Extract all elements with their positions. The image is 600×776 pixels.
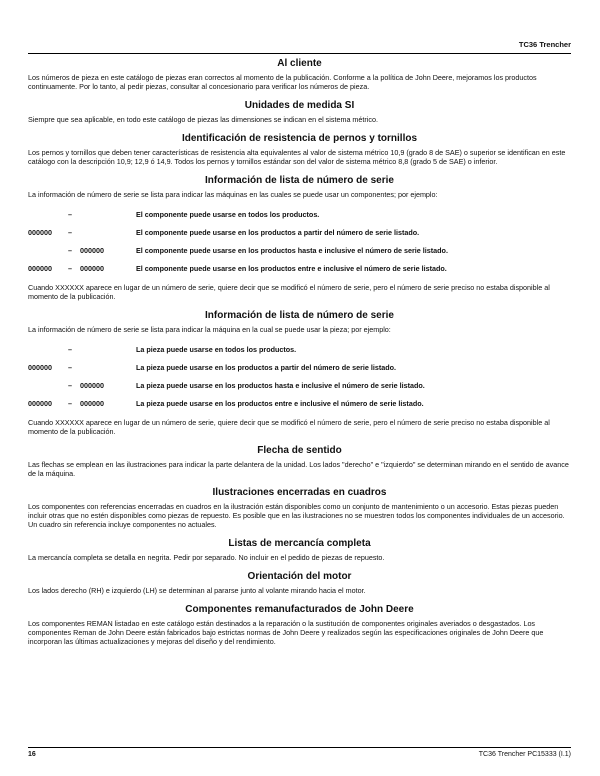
section-body: Los números de pieza en este catálogo de piezas eran correctos al momento de la publicación. Conforme a la política de John Deere, mejoramos los productos continuamente. Por lo tanto, al pedir piezas, consultar al concesionario para verificar los números de pieza.	[28, 73, 537, 91]
serial-to: 000000	[80, 245, 104, 255]
serial-to	[80, 358, 136, 376]
serial-number-table	[28, 205, 448, 277]
serial-to: 000000	[80, 398, 104, 408]
serial-dash: –	[68, 380, 72, 390]
section-note: Cuando XXXXXX aparece en lugar de un número de serie, quiere decir que se modificó el número de serie, pero el número de serie preciso no estaba disponible al momento de la publicación.	[28, 283, 550, 301]
page-content	[28, 58, 571, 655]
serial-to	[80, 340, 136, 358]
section-title: Unidades de medida SI	[244, 100, 355, 111]
table-row	[28, 205, 448, 223]
section-title: Información de lista de número de serie	[205, 175, 394, 186]
serial-from: 000000	[28, 263, 52, 273]
page-header	[28, 40, 571, 54]
serial-to	[80, 205, 136, 223]
serial-to: 000000	[80, 380, 104, 390]
serial-from: 000000	[28, 227, 52, 237]
page-footer	[28, 747, 571, 758]
serial-dash: –	[68, 245, 72, 255]
table-row	[28, 259, 448, 277]
serial-dash: –	[68, 344, 72, 354]
section-title: Al cliente	[277, 58, 322, 69]
serial-from: 000000	[28, 362, 52, 372]
header-title: TC36 Trencher	[518, 40, 571, 49]
serial-dash: –	[68, 263, 72, 273]
serial-description: El componente puede usarse en todos los productos.	[136, 209, 320, 219]
section-body: Los lados derecho (RH) e izquierdo (LH) se determinan al pararse junto al volante mirando hacia el motor.	[28, 586, 366, 595]
table-row	[28, 358, 425, 376]
serial-from	[28, 205, 68, 223]
section-intro: La información de número de serie se lista para indicar la máquina en la cual se puede usar la pieza; por ejemplo:	[28, 325, 391, 334]
table-row	[28, 340, 425, 358]
section-title: Componentes remanufacturados de John Deere	[185, 604, 414, 615]
section-title: Identificación de resistencia de pernos y tornillos	[181, 133, 418, 144]
serial-description: El componente puede usarse en los productos hasta e inclusive el número de serie listado.	[136, 245, 448, 255]
serial-from	[28, 340, 68, 358]
section-title: Orientación del motor	[247, 571, 352, 582]
section-body: Los pernos y tornillos que deben tener características de resistencia alta equivalentes al valor de sistema métrico 10,9 (grado 8 de SAE) o superior se identifican en este catálogo con la descripción 10,9; 12,9 ó 14,9. Todos los pernos y tornillos estándar son del valor de sistema métrico 8,8 (grado 5 de SAE) o inferior.	[28, 148, 566, 166]
serial-to	[80, 223, 136, 241]
section-body: Siempre que sea aplicable, en todo este catálogo de piezas las dimensiones se indican en el sistema métrico.	[28, 115, 378, 124]
serial-from	[28, 241, 68, 259]
section-intro: La información de número de serie se lista para indicar las máquinas en las cuales se puede usar un componentes; por ejemplo:	[28, 190, 438, 199]
serial-from: 000000	[28, 398, 52, 408]
table-row	[28, 376, 425, 394]
section-body: La mercancía completa se detalla en negrita. Pedir por separado. No incluir en el pedido de piezas de repuesto.	[28, 553, 385, 562]
serial-description: El componente puede usarse en los productos entre e inclusive el número de serie listado.	[136, 263, 447, 273]
serial-description: La pieza puede usarse en todos los productos.	[136, 344, 297, 354]
serial-description: La pieza puede usarse en los productos hasta e inclusive el número de serie listado.	[136, 380, 425, 390]
serial-description: La pieza puede usarse en los productos entre e inclusive el número de serie listado.	[136, 398, 424, 408]
section-body: Las flechas se emplean en las ilustraciones para indicar la parte delantera de la unidad. Los lados "derecho" e "izquierdo" se determinan mirando en el sentido de avance de la máquina.	[28, 460, 569, 478]
serial-number-table	[28, 340, 425, 412]
serial-dash: –	[68, 227, 72, 237]
section-body: Los componentes REMAN listadao en este catálogo están destinados a la reparación o la sustitución de componentes originales averiados o desgastados. Los componentes Reman de John Deere están fabricados bajo estrictas normas de John Deere y realizados según las especificaciones originales de John Deere que incorporan las últimas actualizaciones y mejoras del diseño y del rendimiento.	[28, 619, 544, 646]
table-row	[28, 394, 425, 412]
table-row	[28, 241, 448, 259]
page-number: 16	[28, 751, 36, 758]
table-row	[28, 223, 448, 241]
section-note: Cuando XXXXXX aparece en lugar de un número de serie, quiere decir que se modificó el número de serie, pero el número de serie preciso no estaba disponible al momento de la publicación.	[28, 418, 550, 436]
serial-dash: –	[68, 398, 72, 408]
serial-description: La pieza puede usarse en los productos a partir del número de serie listado.	[136, 362, 397, 372]
section-title: Ilustraciones encerradas en cuadros	[212, 487, 387, 498]
serial-dash: –	[68, 209, 72, 219]
footer-info: TC36 Trencher PC15333 (I.1)	[478, 751, 571, 758]
serial-dash: –	[68, 362, 72, 372]
section-title: Listas de mercancía completa	[228, 538, 371, 549]
section-body: Los componentes con referencias encerradas en cuadros en la ilustración están disponibles como un conjunto de mantenimiento o un accesorio. Estas piezas pueden incluir otras que no estén disponibles como piezas de repuesto. Es posible que en las ilustraciones no se muestren todos los componentes individuales de un accesorio. Un cuadro sin referencia incluye componentes no actuales.	[28, 502, 565, 529]
serial-from	[28, 376, 68, 394]
serial-to: 000000	[80, 263, 104, 273]
section-title: Flecha de sentido	[257, 445, 342, 456]
section-title: Información de lista de número de serie	[205, 310, 394, 321]
serial-description: El componente puede usarse en los productos a partir del número de serie listado.	[136, 227, 420, 237]
